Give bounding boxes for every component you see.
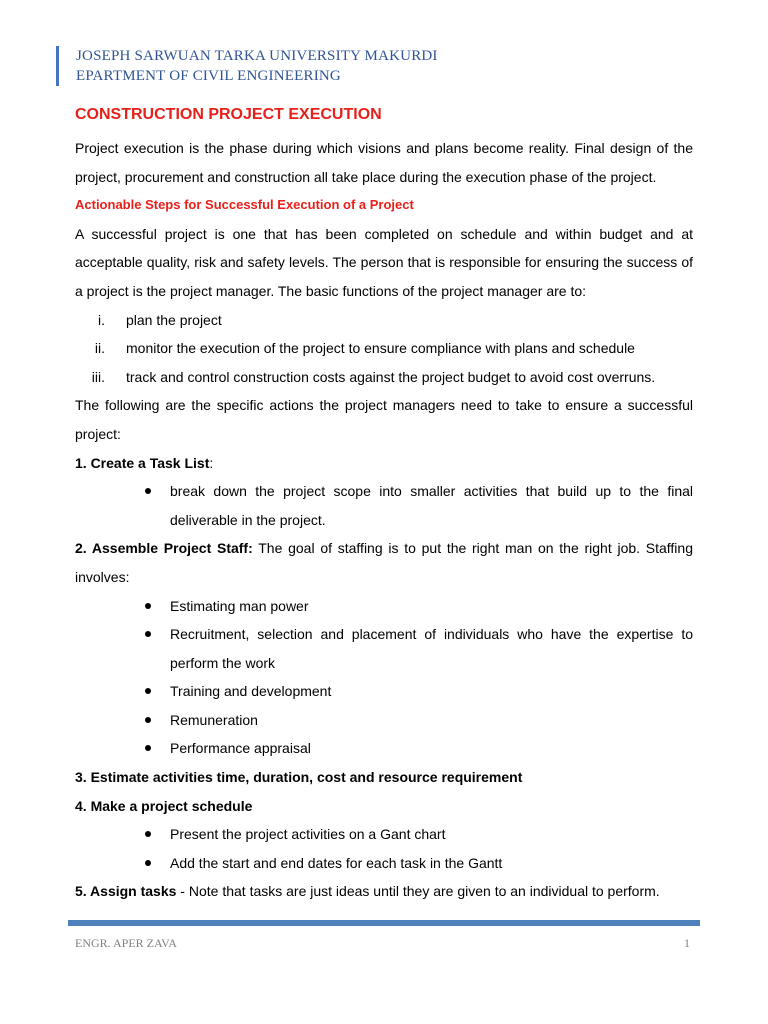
step-heading: 5. Assign tasks [75,883,177,900]
section-subheading: Actionable Steps for Successful Execution of a Project [75,197,414,213]
header-university: JOSEPH SARWUAN TARKA UNIVERSITY MAKURDI [76,48,438,64]
page-title: CONSTRUCTION PROJECT EXECUTION [75,106,382,123]
bullet-icon [145,488,151,494]
bullet-icon [145,603,151,609]
footer-rule [68,920,700,926]
list-item [75,849,693,878]
step-text: - Note that tasks are just ideas until they are given to an individual to perform. [176,883,660,900]
list-item [75,306,693,335]
step-2 [75,534,693,591]
list-item [75,677,693,706]
footer-author: ENGR. APER ZAVA [75,936,177,950]
list-item [75,592,693,621]
step-heading: 3. Estimate activities time, duration, cost and resource requirement [75,769,523,786]
manager-functions-list [75,306,693,392]
step-5 [75,877,693,906]
bullet-icon [145,631,151,637]
list-text: monitor the execution of the project to ensure compliance with plans and schedule [126,340,635,357]
manager-paragraph: A successful project is one that has been completed on schedule and within budget and at acceptable quality, risk and safety levels. The person that is responsible for ensuring the success of a project is the project manager. The basic functions of the project manager are to: [75,225,693,299]
step-3 [75,763,693,792]
header-department: EPARTMENT OF CIVIL ENGINEERING [76,68,341,84]
list-item [75,820,693,849]
list-text: Performance appraisal [170,740,311,757]
header-accent-bar [56,46,59,86]
document-header [76,46,438,86]
list-text: Remuneration [170,711,258,728]
bullet-icon [145,717,151,723]
step-suffix: : [209,454,214,471]
list-item [75,706,693,735]
bullet-icon [145,745,151,751]
list-text: plan the project [126,311,222,328]
list-text: Present the project activities on a Gant chart [170,826,446,843]
step-text: The goal of staffing is to put the right man on the right job. Staffing involves: [75,540,693,585]
list-text: track and control construction costs against the project budget to avoid cost overruns. [126,368,656,385]
list-text: Add the start and end dates for each task in the Gantt [170,854,503,871]
step-heading: 2. Assemble Project Staff: [75,540,253,557]
list-item [75,734,693,763]
step-1 [75,449,693,478]
list-text: Estimating man power [170,597,309,614]
list-number: i. [98,311,105,328]
list-item [75,477,693,534]
step-2-bullets [75,592,693,764]
step-heading: 4. Make a project schedule [75,797,253,814]
bullet-icon [145,688,151,694]
page-number: 1 [684,936,690,950]
list-text: Recruitment, selection and placement of individuals who have the expertise to perform the work [170,626,693,671]
list-item [75,620,693,677]
list-item [75,334,693,363]
list-item [75,363,693,392]
list-text: Training and development [170,683,332,700]
list-text: break down the project scope into smaller activities that build up to the final deliverable in the project. [170,483,693,528]
step-4-bullets [75,820,693,877]
bullet-icon [145,831,151,837]
intro-paragraph: Project execution is the phase during which visions and plans become reality. Final design of the project, procurement and construction all take place during the execution phase of the project. [75,140,693,185]
list-number: iii. [91,368,105,385]
step-1-bullets [75,477,693,534]
list-number: ii. [94,340,105,357]
document-body [75,104,693,906]
bullet-icon [145,860,151,866]
step-4 [75,792,693,821]
actions-paragraph: The following are the specific actions the project managers need to take to ensure a successful project: [75,397,693,442]
step-heading: 1. Create a Task List [75,454,210,471]
